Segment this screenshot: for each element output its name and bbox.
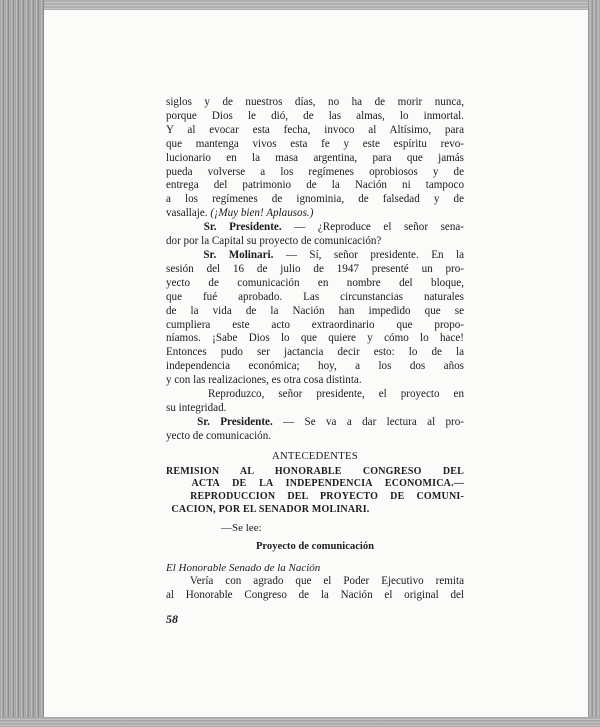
speaker-name: Sr. Presidente. (203, 221, 282, 234)
speaker-name: Sr. Presidente. (197, 415, 273, 428)
text-line (166, 504, 464, 517)
heading-text: ACTA DE LA INDEPENDENCIA ECONOMICA.— (191, 478, 464, 490)
scan-border-bottom (0, 717, 600, 727)
text-line (166, 207, 464, 221)
text-line: y con las realizaciones, es otra cosa distinta. (166, 374, 362, 387)
speech-paragraph (166, 96, 464, 221)
text-line: Y al evocar esta fecha, invoco al Altísimo, para (166, 123, 464, 136)
speech-text: Reproduzco, señor presidente, el proyecto en (207, 388, 464, 401)
text-line (166, 491, 464, 504)
text-line: REMISION AL HONORABLE CONGRESO DEL (166, 465, 464, 477)
speech-last-words: vasallaje. (166, 207, 208, 220)
text-line: dor por la Capital su proyecto de comunicación? (166, 235, 382, 248)
text-line: entrega del patrimonio de la Nación ni tampoco (166, 179, 464, 192)
text-line: a los regímenes de ignominia, de falsedad y de (166, 193, 464, 206)
project-text: Vería con agrado que el Poder Ejecutivo remita (189, 575, 464, 588)
text-line: siglos y de nuestros días, no ha de morir nunca, (166, 96, 464, 108)
text-line: sesión del 16 de julio de 1947 presenté un pro- (166, 262, 464, 275)
text-line (166, 478, 464, 491)
applause-note: (¡Muy bien! Aplausos.) (210, 207, 314, 220)
text-line: porque Dios le dió, de las almas, lo inmortal. (166, 109, 464, 122)
text-line: lucionario en la masa argentina, para que jamás (166, 151, 464, 164)
text-line (166, 388, 464, 402)
text-line: independencia económica; hoy, a los dos años (166, 360, 464, 373)
book-page (44, 10, 588, 717)
reproduzco-paragraph (166, 388, 464, 416)
text-line: pueda volverse a los regímenes oprobiosos y de (166, 165, 464, 178)
text-line: níamos. ¡Sabe Dios lo que quiere y cómo lo hace! (166, 332, 464, 345)
heading-text: CACION, POR EL SENADOR MOLINARI. (171, 503, 370, 515)
speaker-name: Sr. Molinari. (203, 248, 274, 261)
text-line: de la vida de la Nación han impedido que se (166, 304, 464, 317)
text-line: Entonces pudo ser jactancia decir esto: lo de la (166, 346, 464, 359)
text-line: que mantenga vivos esta fe y este espíritu revo- (166, 137, 464, 150)
remision-heading (166, 466, 464, 517)
speech-text: — ¿Reproduce el señor sena- (294, 221, 464, 234)
project-body (166, 575, 464, 603)
page-number: 58 (166, 612, 178, 627)
scan-border-left (0, 0, 44, 727)
text-line (166, 416, 464, 430)
text-line (166, 221, 464, 235)
heading-text: REPRODUCCION DEL PROYECTO DE COMUNI- (190, 491, 464, 503)
text-line (166, 575, 464, 589)
addressee-line: El Honorable Senado de la Nación (166, 561, 321, 574)
text-line (166, 249, 464, 263)
speech-text: — Se va a dar lectura al pro- (283, 415, 464, 428)
se-lee-note: —Se lee: (221, 521, 262, 534)
president-intervention-2 (166, 416, 464, 444)
speech-text: — Sí, señor presidente. En la (285, 248, 464, 261)
text-line: cumpliera este acto extraordinario que propo- (166, 318, 464, 331)
scan-border-right (588, 0, 600, 727)
project-title: Proyecto de comunicación (255, 540, 375, 552)
text-line: que fué aprobado. Las circunstancias naturales (166, 290, 464, 303)
page-text (166, 96, 464, 627)
text-line: al Honorable Congreso de la Nación el original del (166, 589, 464, 602)
text-line: yecto de comunicación en nombre del bloque, (166, 276, 464, 289)
president-intervention-1 (166, 221, 464, 249)
scan-border-top (0, 0, 600, 10)
antecedentes-heading: ANTECEDENTES (272, 450, 358, 462)
text-line: yecto de comunicación. (166, 429, 272, 442)
molinari-intervention (166, 249, 464, 388)
text-line: su integridad. (166, 401, 227, 414)
